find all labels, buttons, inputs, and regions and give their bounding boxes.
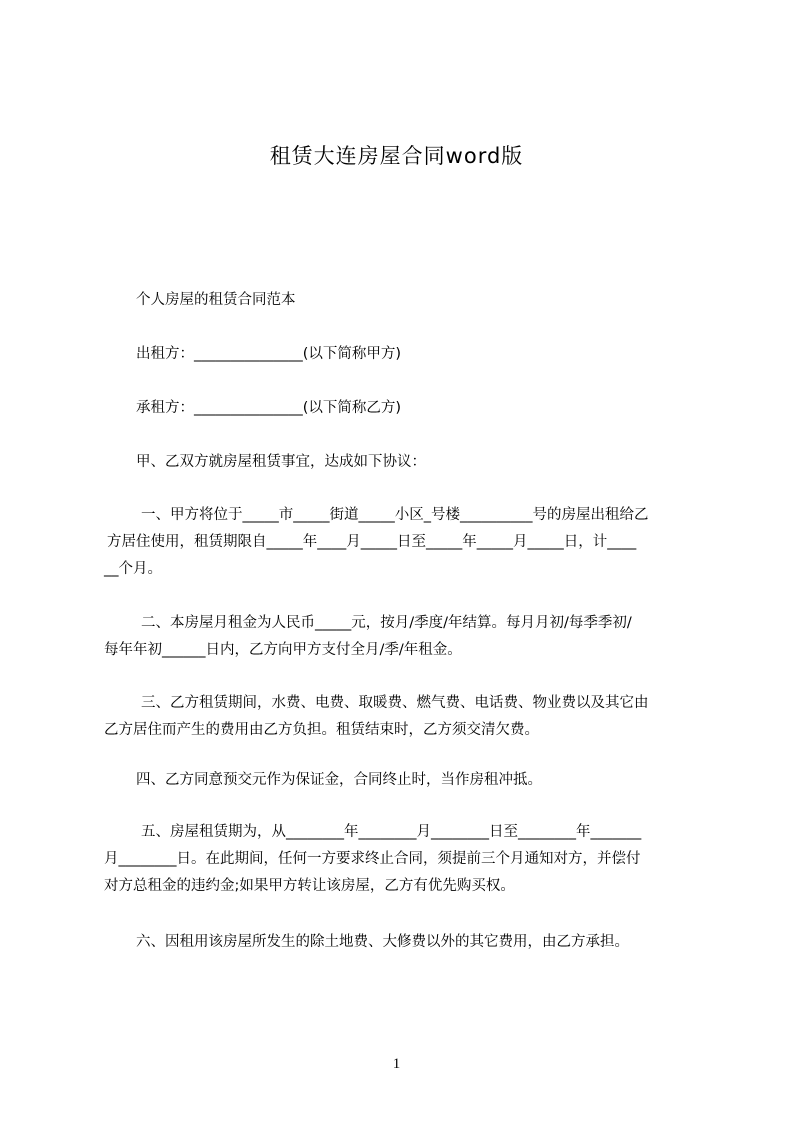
document-title: 租赁大连房屋合同word版 xyxy=(269,144,524,168)
clause-3-row-1: 三、乙方租赁期间，水费、电费、取暖费、燃气费、电话费、物业费以及其它由 xyxy=(141,695,649,711)
agreement-intro: 甲、乙双方就房屋租赁事宜，达成如下协议： xyxy=(136,454,426,470)
clause-2-row-2: 每年年初______日内，乙方向甲方支付全月/季/年租金。 xyxy=(104,642,462,658)
clause-5-row-3: 对方总租金的违约金;如果甲方转让该房屋，乙方有优先购买权。 xyxy=(104,878,515,894)
clause-1-row-1: 一、甲方将位于_____市_____街道_____小区_号楼__________号的房屋出租给乙 xyxy=(141,507,649,523)
clause-1-row-3: __个月。 xyxy=(104,561,162,577)
clause-4: 四、乙方同意预交元作为保证金，合同终止时，当作房租冲抵。 xyxy=(136,772,542,788)
clause-6: 六、因租用该房屋所发生的除土地费、大修费以外的其它费用，由乙方承担。 xyxy=(136,934,629,950)
clause-2 xyxy=(104,610,632,664)
clause-5-row-1: 五、房屋租赁期为，从________年________月________日至________年_______ xyxy=(141,824,642,840)
clause-3-row-2: 乙方居住而产生的费用由乙方负担。租赁结束时，乙方须交清欠费。 xyxy=(104,722,539,738)
lessor-line: 出租方：_______________(以下简称甲方) xyxy=(136,346,402,362)
contract-subtitle: 个人房屋的租赁合同范本 xyxy=(136,292,296,308)
clause-3 xyxy=(104,690,649,744)
clause-5 xyxy=(104,819,641,900)
clause-5-row-2: 月________日。在此期间，任何一方要求终止合同，须提前三个月通知对方，并偿付 xyxy=(104,851,641,867)
clause-1 xyxy=(104,502,649,583)
clause-1-row-2: 方居住使用，租赁期限自_____年____月_____日至_____年_____月_____日，计____ xyxy=(107,534,637,550)
lessee-line: 承租方：_______________(以下简称乙方) xyxy=(136,400,402,416)
page-number: 1 xyxy=(392,1056,401,1072)
clause-2-row-1: 二、本房屋月租金为人民币_____元，按月/季度/年结算。每月月初/每季季初/ xyxy=(141,615,632,631)
